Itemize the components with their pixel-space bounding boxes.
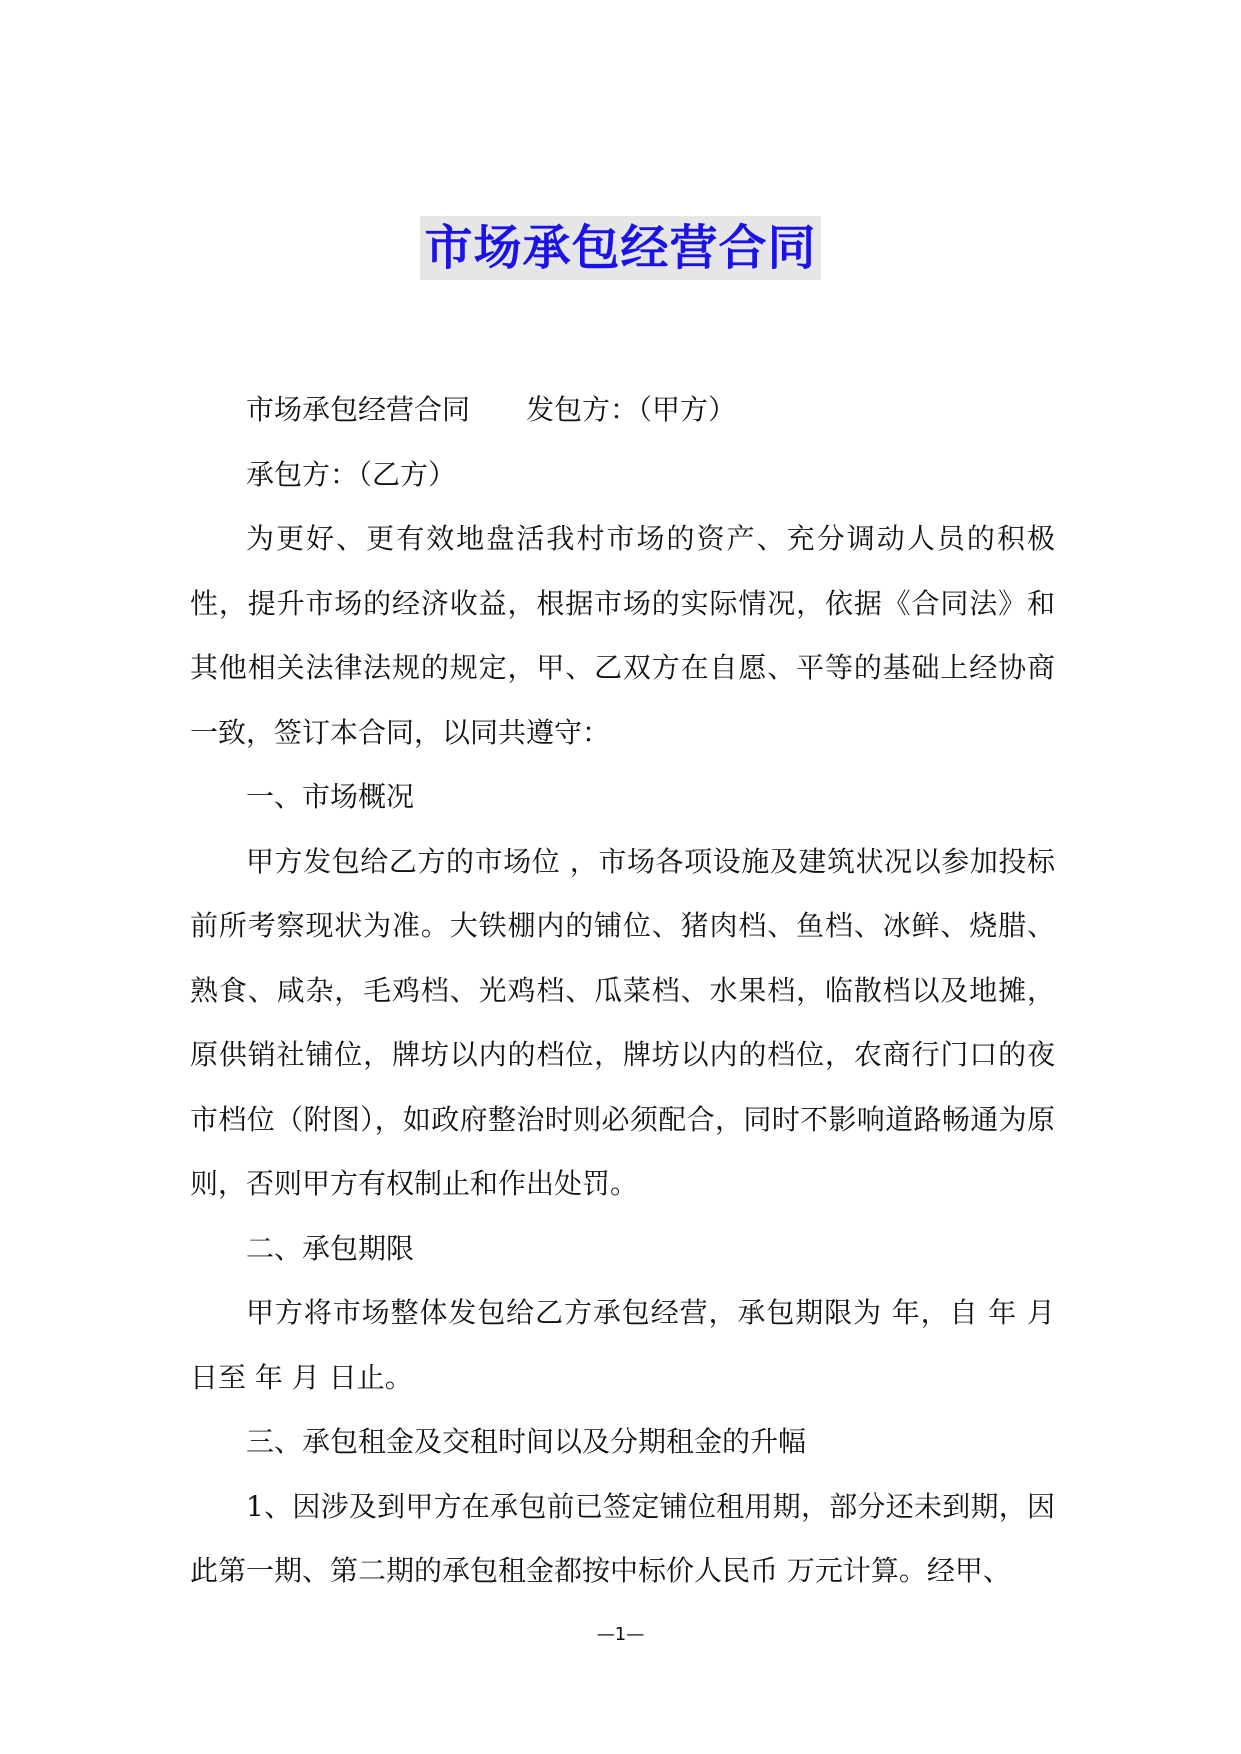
section-heading-market-overview: 一、市场概况 <box>246 780 415 813</box>
paragraph-market-overview: 甲方发包给乙方的市场位 ，市场各项设施及建筑状况以参加投标前所考察现状为准。大铁棚内的铺位、猪肉档、鱼档、冰鲜、烧腊、熟食、咸杂，毛鸡档、光鸡档、瓜菜档、水果档，临散档以及地摊，原供销社铺位，牌坊以内的档位，牌坊以内的档位，农商行门口的夜市档位（附图），如政府整治时则必须配合，同时不影响道路畅通为原则，否则甲方有权制止和作出处罚。 <box>190 844 1055 1200</box>
document-body <box>190 378 1055 1604</box>
heading-line-right: 发包方：（甲方） <box>526 393 737 426</box>
heading-line-left: 市场承包经营合同 <box>246 393 471 426</box>
section-heading-rent: 三、承包租金及交租时间以及分期租金的升幅 <box>246 1425 807 1458</box>
paragraph-rent-item-1: 1、因涉及到甲方在承包前已签定铺位租用期，部分还未到期，因此第一期、第二期的承包租金都按中标价人民币 万元计算。经甲、 <box>190 1489 1055 1587</box>
title-container <box>0 216 1241 280</box>
document-title: 市场承包经营合同 <box>420 216 820 280</box>
paragraph-contractor: 承包方：（乙方） <box>246 457 457 491</box>
paragraph-contract-term: 甲方将市场整体发包给乙方承包经营，承包期限为 年，自 年 月 日至 年 月 日止。 <box>190 1296 1055 1394</box>
section-heading-contract-term: 二、承包期限 <box>246 1231 415 1265</box>
heading-line <box>190 378 1055 443</box>
page-number: —1— <box>596 1624 645 1645</box>
paragraph-preamble: 为更好、更有效地盘活我村市场的资产、充分调动人员的积极性，提升市场的经济收益，根据市场的实际情况，依据《合同法》和其他相关法律法规的规定，甲、乙双方在自愿、平等的基础上经协商一致，签订本合同，以同共遵守： <box>190 522 1055 749</box>
